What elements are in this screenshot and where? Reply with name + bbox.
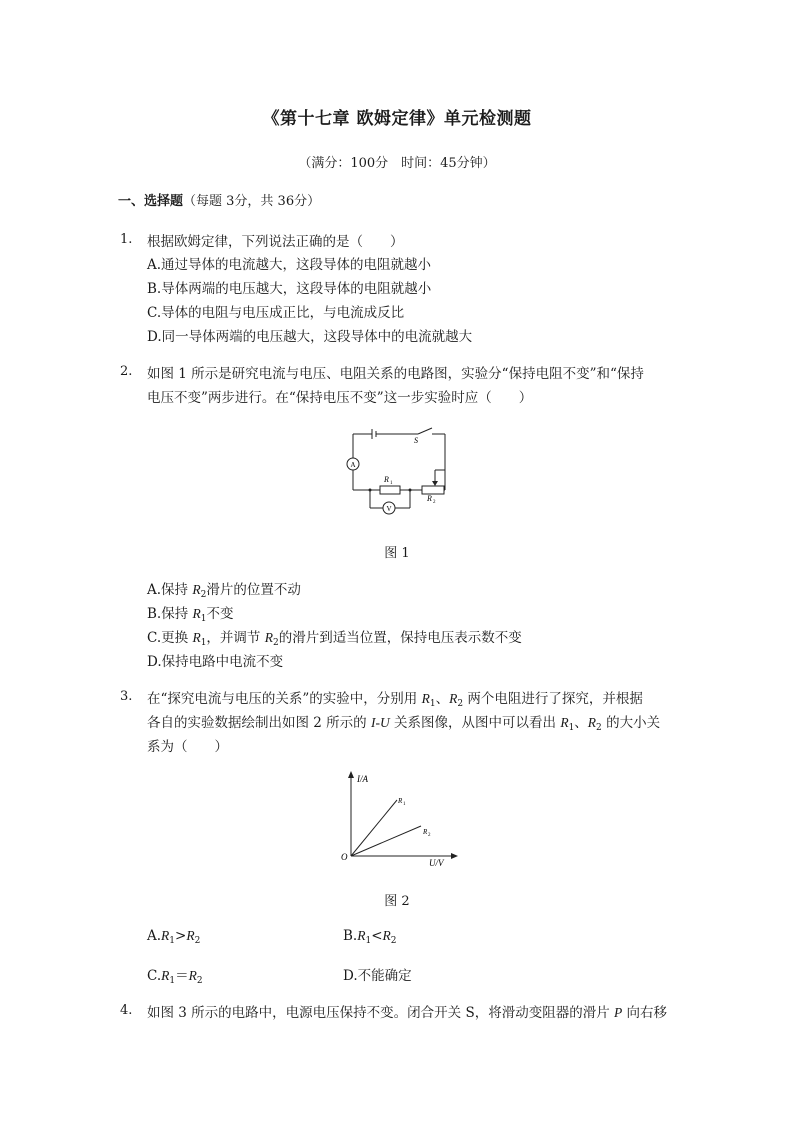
- r1-label-sub: 1: [390, 481, 393, 486]
- question-1-option-a: A.通过导体的电流越大，这段导体的电阻就越小: [147, 257, 432, 273]
- origin-label: O: [341, 852, 348, 862]
- question-1-stem: 根据欧姆定律，下列说法正确的是（ ）: [147, 234, 404, 250]
- r1-label: R: [384, 475, 389, 484]
- question-1-option-c: C.导体的电阻与电压成正比，与电流成反比: [147, 305, 405, 321]
- y-axis-label: I/A: [357, 774, 368, 784]
- question-2-option-a: A.保持 $R_2$滑片的位置不动: [147, 582, 301, 600]
- r2-line-label: R: [423, 828, 428, 836]
- question-3-option-b: $B.R_1<R_2$: [343, 928, 397, 946]
- voltmeter-label: V: [386, 505, 392, 513]
- section-title: 一、选择题: [118, 194, 184, 209]
- question-2-option-c: C.更换 $R_1$，并调节 $R_2$的滑片到适当位置，保持电压表示数不变: [147, 630, 522, 648]
- figure-2-caption: 图 2: [384, 894, 410, 909]
- exam-info: （满分：100分 时间：45分钟）: [298, 156, 496, 171]
- question-1-option-b: B.导体两端的电压越大，这段导体的电阻就越小: [147, 281, 432, 297]
- question-3-option-c: $C.R_1=R_2$: [147, 968, 203, 986]
- question-2-option-d: D.保持电路中电流不变: [147, 654, 284, 670]
- question-3-option-a: $A.R_1>R_2$: [147, 928, 201, 946]
- figure-1-caption: 图 1: [384, 546, 410, 561]
- r2-line: [351, 826, 421, 856]
- question-3-stem-line-3: 系为（ ）: [147, 739, 228, 755]
- iu-graph-figure-2: [335, 768, 465, 868]
- switch-blade: [418, 428, 432, 434]
- page-title: 《第十七章 欧姆定律》单元检测题: [262, 109, 532, 129]
- switch-label: S: [414, 436, 418, 445]
- y-axis-arrow: [348, 771, 354, 778]
- circuit-diagram-figure-1: [340, 420, 460, 520]
- question-3-number: 3.: [120, 689, 133, 704]
- question-3-option-d: D.不能确定: [343, 968, 412, 984]
- r2-label-sub: 2: [433, 500, 436, 505]
- x-axis-label: U/V: [429, 858, 444, 868]
- r1-line-label: R: [398, 797, 403, 805]
- section-heading: [118, 190, 320, 209]
- x-axis-arrow: [451, 853, 458, 859]
- question-2-number: 2.: [120, 364, 133, 379]
- r2-line-label-sub: 2: [428, 833, 431, 838]
- question-2-stem-line-2: 电压不变”两步进行。在“保持电压不变”这一步实验时应（ ）: [147, 390, 533, 406]
- r1-line-label-sub: 1: [403, 802, 406, 807]
- question-4-number: 4.: [120, 1003, 133, 1018]
- question-4-stem: 如图 3 所示的电路中，电源电压保持不变。闭合开关 S，将滑动变阻器的滑片 P 向右移: [147, 1005, 668, 1021]
- question-1-option-d: D.同一导体两端的电压越大，这段导体中的电流就越大: [147, 329, 473, 345]
- question-2-option-b: B.保持 $R_1$不变: [147, 606, 234, 624]
- question-1-number: 1.: [120, 232, 133, 247]
- section-note: （每题 3分，共 36分）: [183, 194, 321, 209]
- question-2-stem-line-1: 如图 1 所示是研究电流与电压、电阻关系的电路图，实验分“保持电阻不变”和“保持: [147, 366, 644, 382]
- rheostat-r2-symbol: [422, 486, 444, 494]
- question-3-stem-line-2: 各自的实验数据绘制出如图 2 所示的 I-U 关系图像，从图中可以看出 $R_1$、$R_2$ 的大小关: [147, 715, 661, 733]
- question-3-stem-line-1: 在“探究电流与电压的关系”的实验中，分别用 $R_1$、$R_2$ 两个电阻进行了探究，并根据: [147, 691, 643, 709]
- r2-label: R: [427, 494, 432, 503]
- resistor-r1-symbol: [380, 486, 400, 494]
- ammeter-label: A: [350, 461, 356, 469]
- r1-line: [351, 800, 397, 856]
